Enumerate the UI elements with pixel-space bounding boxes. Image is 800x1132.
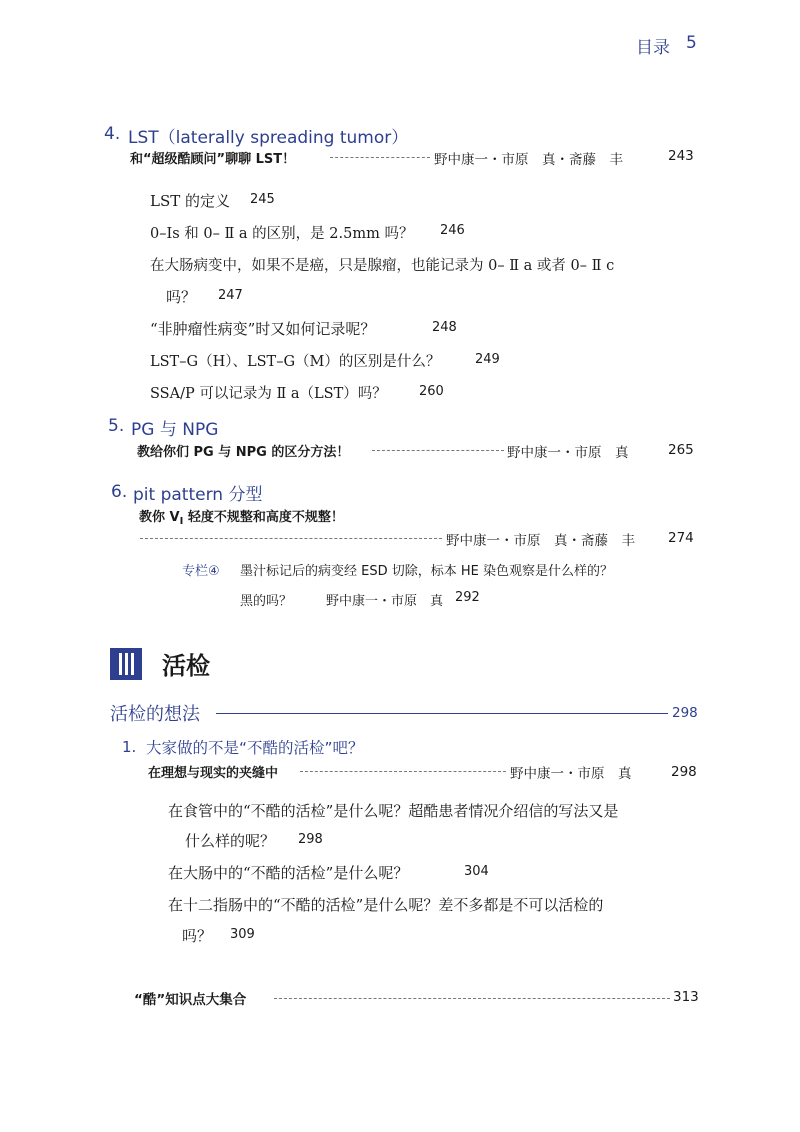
topic-page: 245 [250, 192, 275, 207]
topic-text: “非肿瘤性病变”时又如何记录呢？ [150, 320, 376, 338]
item-5-page: 265 [668, 442, 694, 458]
topic-text: 0–Is 和 0– Ⅱ a 的区别，是 2.5mm 吗？ [150, 226, 414, 242]
topic-page: 304 [464, 864, 489, 879]
topic-continuation: 吗？ [166, 288, 197, 306]
item-6-subtitle: 教你 $V_I$ 轻度不规整和高度不规整！ [139, 510, 344, 527]
item-4-leader [330, 157, 430, 158]
topic-text: 在十二指肠中的“不酷的活检”是什么呢？差不多都是不可以活检的 [168, 896, 604, 914]
topic-text: LST 的定义 [150, 192, 231, 210]
topic-page: 246 [440, 223, 465, 238]
subsection-title: 活检的想法 [110, 704, 200, 725]
topic-page: 309 [230, 927, 255, 942]
item-4-number: 4. [104, 124, 121, 144]
topic-page: 247 [218, 288, 243, 303]
item-1-number: 1. [122, 738, 137, 756]
appendix-leader [274, 998, 670, 999]
column-text: 墨汁标记后的病变经 ESD 切除，标本 HE 染色观察是什么样的？ [240, 564, 613, 579]
item-5-authors: 野中康一・市原 真 [507, 445, 629, 461]
topic-text: 在大肠中的“不酷的活检”是什么呢？ [168, 864, 409, 882]
item-1-page: 298 [671, 764, 697, 780]
appendix-page: 313 [673, 989, 699, 1005]
item-1-title: 大家做的不是“不酷的活检”吧？ [146, 739, 364, 757]
topic-page: 249 [475, 352, 500, 367]
running-header-section: 目录 [636, 38, 670, 58]
running-header-page-number: 5 [686, 33, 697, 53]
item-6-title: pit pattern 分型 [133, 485, 263, 505]
item-5-leader [372, 450, 504, 451]
topic-text: SSA/P 可以记录为 Ⅱ a（LST）吗？ [150, 386, 387, 402]
subsection-page: 298 [672, 705, 698, 721]
topic-page: 248 [432, 320, 457, 335]
subsection-leader [216, 713, 668, 714]
item-1-authors: 野中康一・市原 真 [510, 766, 632, 782]
item-1-leader [300, 771, 506, 772]
item-4-authors: 野中康一・市原 真・斋藤 丰 [434, 152, 623, 168]
topic-text: LST–G（H）、LST–G（M）的区别是什么？ [150, 354, 441, 370]
topic-page: 260 [419, 384, 444, 399]
topic-continuation: 什么样的呢？ [185, 832, 276, 850]
section-three-icon [110, 648, 142, 680]
topic-page: 298 [298, 832, 323, 847]
item-5-title: PG 与 NPG [131, 420, 219, 440]
item-4-page: 243 [668, 148, 694, 164]
item-6-number: 6. [111, 482, 128, 502]
column-label: 专栏④ [182, 564, 220, 579]
section-title: 活检 [162, 652, 210, 680]
column-page: 292 [455, 590, 480, 605]
topic-continuation: 吗？ [182, 927, 213, 945]
column-authors: 野中康一・市原 真 [326, 594, 444, 609]
item-6-page: 274 [668, 530, 694, 546]
column-continuation: 黑的吗？ [240, 594, 293, 609]
appendix-title: “酷”知识点大集合 [134, 992, 247, 1008]
topic-text: 在食管中的“不酷的活检”是什么呢？超酷患者情况介绍信的写法又是 [168, 802, 619, 820]
item-6-authors: 野中康一・市原 真・斋藤 丰 [446, 533, 635, 549]
item-5-number: 5. [108, 416, 125, 436]
item-4-subtitle: 和“超级酷顾问”聊聊 LST！ [130, 152, 296, 167]
item-6-leader [140, 538, 442, 539]
topic-text: 在大肠病变中，如果不是癌，只是腺瘤，也能记录为 0– Ⅱ a 或者 0– Ⅱ c [150, 258, 615, 274]
item-5-subtitle: 教给你们 PG 与 NPG 的区分方法！ [137, 445, 350, 460]
item-4-title: LST（laterally spreading tumor） [128, 128, 409, 148]
item-1-subtitle: 在理想与现实的夹缝中 [148, 766, 279, 781]
